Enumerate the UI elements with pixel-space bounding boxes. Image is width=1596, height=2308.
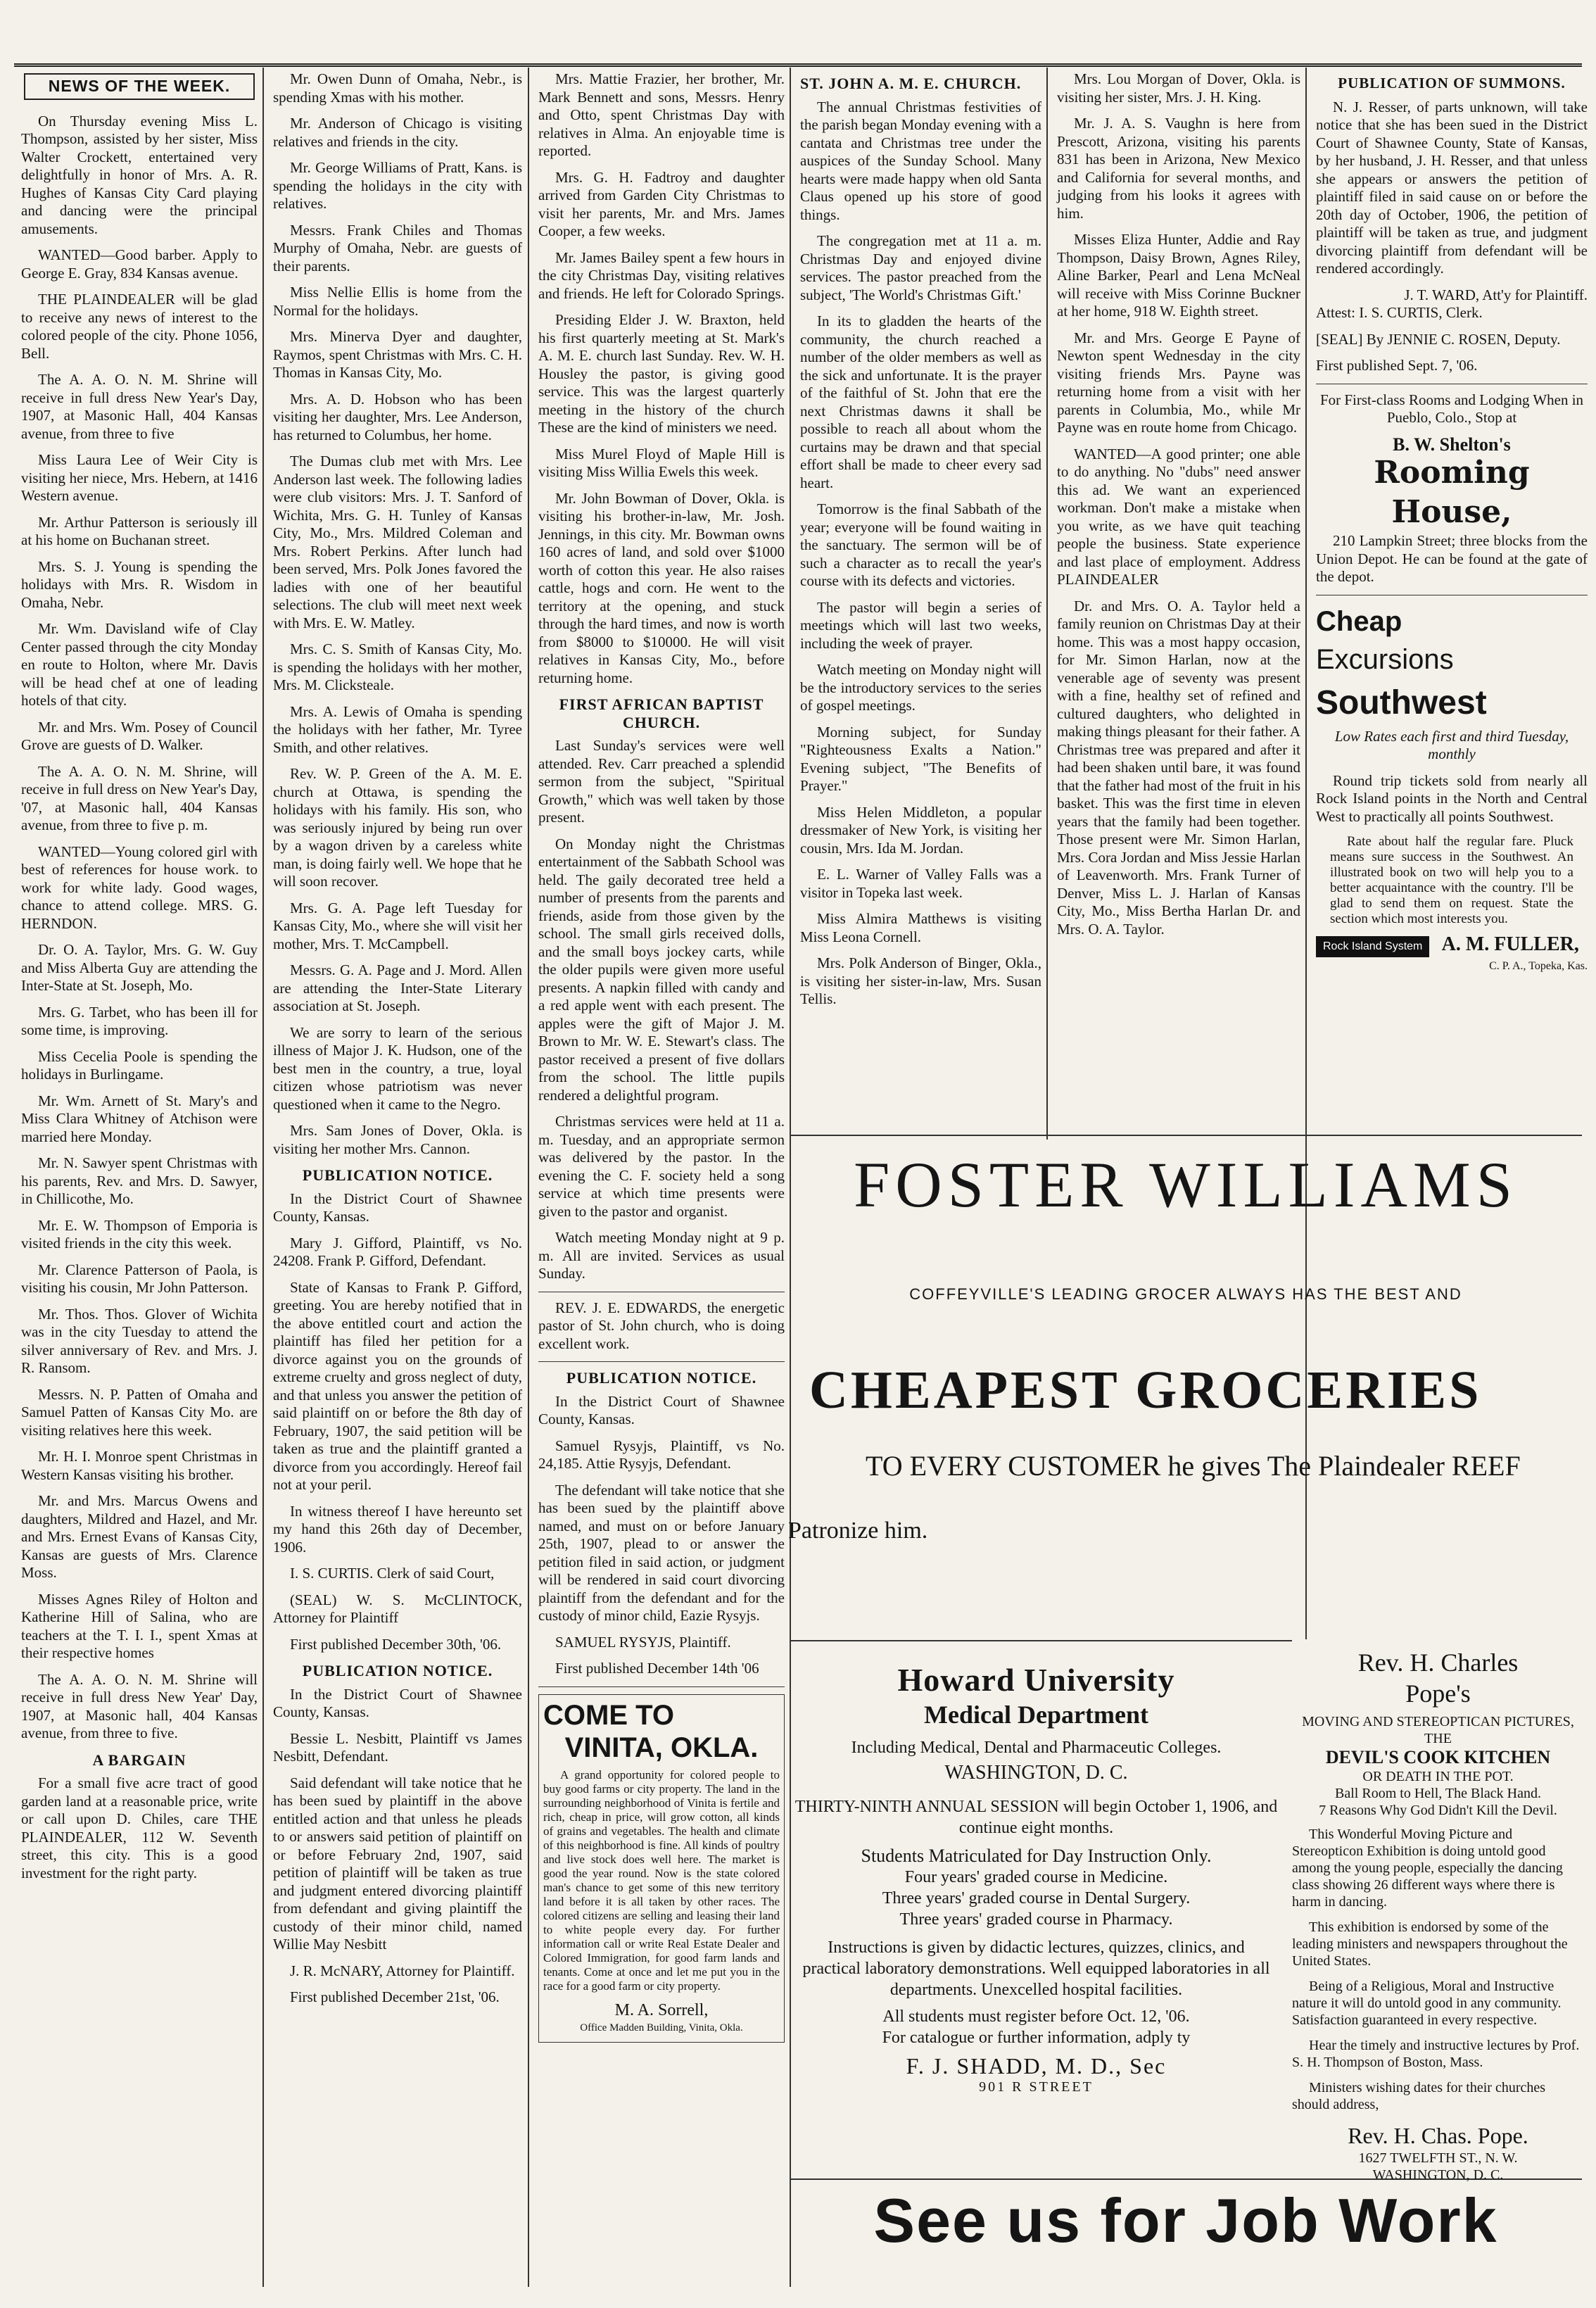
cheap-rates: Low Rates each first and third Tuesday, monthly <box>1334 727 1569 762</box>
news-item: The A. A. O. N. M. Shrine, will receive in full dress on New Year's Day, '07, at Masonic hall, 404 Kansas avenue, from three to five p. m. <box>21 762 258 833</box>
news-item: WANTED—Good barber. Apply to George E. Gray, 834 Kansas avenue. <box>21 246 258 282</box>
howard-course1: Four years' graded course in Medicine. <box>904 1868 1168 1886</box>
notice-line: Samuel Rysyjs, Plaintiff, vs No. 24,185. Attie Rysyjs, Defendant. <box>538 1437 785 1472</box>
divider <box>538 1361 785 1362</box>
howard-course3: Three years' graded course in Pharmacy. <box>899 1910 1173 1929</box>
cheap-line3: Southwest <box>1316 683 1487 721</box>
news-item: WANTED—Young colored girl with best of references for house work. to work for white lady. Good wages, chance to attend college. MRS. G. HERNDON. <box>21 843 258 932</box>
news-item: Mr. H. I. Monroe spent Christmas in Western Kansas visiting his brother. <box>21 1448 258 1483</box>
news-item: Mr. Anderson of Chicago is visiting relatives and friends in the city. <box>273 115 522 150</box>
summons-body: N. J. Resser, of parts unknown, will take notice that she has been sued in the District Court of Shawnee County, State of Kansas, by her husband, J. H. Resser, and that unless she appears or answers the petition of plaintiff filed in said cause on or before the 20th day of October, 1906, the petition of plaintiff will be taken as true, and judgment divorcing plaintiff from defendant will be rendered accordingly. <box>1316 98 1588 277</box>
pope-t1: Rev. H. Charles <box>1357 1648 1519 1677</box>
news-item: Mr. J. A. S. Vaughn is here from Prescott, Arizona, visiting his parents 831 has been in Arizona, New Mexico and California for several months, and judging from his looks it agrees with him. <box>1057 115 1300 222</box>
news-item: Miss Nellie Ellis is home from the Normal for the holidays. <box>273 284 522 319</box>
publication-notice-heading: PUBLICATION NOTICE. <box>302 1166 493 1184</box>
news-item: Mr. Thos. Thos. Glover of Wichita was in the city Tuesday to attend the silver anniversary of Rev. and Mrs. J. R. Ransom. <box>21 1305 258 1376</box>
news-item: Misses Agnes Riley of Holton and Katherine Hill of Salina, who are teachers at the T. I. I., spent Xmas at their respective homes <box>21 1590 258 1661</box>
howard-session: THIRTY-NINTH ANNUAL SESSION will begin October 1, 1906, and continue eight months. <box>794 1798 1278 1837</box>
edwards-note: REV. J. E. EDWARDS, the energetic pastor of St. John church, who is doing excellent work. <box>538 1299 785 1352</box>
news-item: Mr. Wm. Arnett of St. Mary's and Miss Clara Whitney of Atchison were married here Monday. <box>21 1092 258 1145</box>
howard-catalogue: For catalogue or further information, adply ty <box>882 2029 1191 2047</box>
news-item: Mrs. Sam Jones of Dover, Okla. is visiting her mother Mrs. Cannon. <box>273 1122 522 1157</box>
cheap-agent-sub: C. P. A., Topeka, Kas. <box>1489 960 1588 973</box>
pope-t2: Pope's <box>1405 1679 1471 1708</box>
news-item: The Dumas club met with Mrs. Lee Anderson last week. The following ladies were club visitors: Mrs. J. T. Sanford of Wichita, Mrs. G. H. Tunley of Kansas City, Mo., Mrs. Mildred Coleman and Mrs. Robert Perkins. After lunch had been served, Mrs. Polk Jones favored the ladies with one of her beautiful selections. The club will meet next week with Mrs. E. W. Matley. <box>273 453 522 631</box>
notice-line: First published December 14th '06 <box>555 1660 759 1677</box>
vinita-line2: VINITA, OKLA. <box>564 1732 759 1763</box>
news-item: The pastor will begin a series of meetings which will last two weeks, including the week of prayer. <box>800 598 1041 652</box>
howard-city: WASHINGTON, D. C. <box>944 1762 1128 1784</box>
pope-t5: OR DEATH IN THE POT. <box>1362 1769 1514 1784</box>
news-item: Messrs. N. P. Patten of Omaha and Samuel Patten of Kansas City Mo. are visiting relatives here this week. <box>21 1385 258 1439</box>
notice-line: In witness thereof I have hereunto set my hand this 26th day of December, 1906. <box>273 1502 522 1556</box>
cheap-line1: Cheap <box>1316 605 1402 637</box>
foster-patronize: Patronize him. <box>788 1518 928 1544</box>
pope-t15: WASHINGTON, D. C. <box>1372 2167 1504 2183</box>
st-john-heading: ST. JOHN A. M. E. CHURCH. <box>800 75 1022 92</box>
summons-attest: Attest: I. S. CURTIS, Clerk. <box>1316 304 1483 321</box>
column-divider <box>528 68 529 2287</box>
news-item: For a small five acre tract of good garden land at a reasonable price, write or call upon D. Chiles, care THE PLAINDEALER, 112 W. Seventh street, this city. This is a good investment for the right party. <box>21 1774 258 1881</box>
news-item: The A. A. O. N. M. Shrine will receive in full dress New Year' Day, 1907, at Masonic hall, 404 Kansas avenue, from three to five. <box>21 1670 258 1741</box>
notice-line: SAMUEL RYSYJS, Plaintiff. <box>555 1633 731 1651</box>
cheap-agent: A. M. FULLER, <box>1441 933 1579 955</box>
col4-items <box>800 99 1041 1009</box>
publication-notice-heading: PUBLICATION NOTICE. <box>566 1369 757 1387</box>
pope-t4: DEVIL'S COOK KITCHEN <box>1325 1747 1551 1767</box>
news-item: The A. A. O. N. M. Shrine will receive in full dress New Year's Day, 1907, at Masonic Hall, 404 Kansas avenue, from three to five <box>21 371 258 442</box>
notice-line: Bessie L. Nesbitt, Plaintiff vs James Nesbitt, Defendant. <box>273 1729 522 1765</box>
news-item: Morning subject, for Sunday "Righteousness Exalts a Nation." Evening subject, "The Benefits of Prayer." <box>800 723 1041 794</box>
church-item: Christmas services were held at 11 a. m. Tuesday, and an appropriate sermon was delivered by the pastor. In the evening the C. F. society held a song service at which time presents were given to the pastor and organist. <box>538 1113 785 1220</box>
news-item: Mr. and Mrs. George E Payne of Newton spent Wednesday in the city visiting friends Mrs. Payne was returning home from a visit with her parents in Columbia, Mo., while Mr Payne was en route home from Chicago. <box>1057 329 1300 436</box>
news-item: The congregation met at 11 a. m. Christmas Day and enjoyed divine services. The pastor preached from the subject, 'The World's Christmas Gift.' <box>800 232 1041 303</box>
col2-items <box>273 70 522 1158</box>
notice-line: Mary J. Gifford, Plaintiff, vs No. 24208. Frank P. Gifford, Defendant. <box>273 1234 522 1269</box>
baptist-church-items <box>538 737 785 1283</box>
cheap-line2: Excursions <box>1316 643 1454 675</box>
news-item: We are sorry to learn of the serious illness of Major J. K. Hudson, one of the best men in the country, a true, loyal citizen whose patriotism was never questioned when it came to the Negro. <box>273 1023 522 1113</box>
news-item: Mr. E. W. Thompson of Emporia is visited friends in the city this week. <box>21 1216 258 1251</box>
news-item: Mr. Owen Dunn of Omaha, Nebr., is spending Xmas with his mother. <box>273 70 522 106</box>
column-two <box>267 70 528 2287</box>
church-item: Watch meeting Monday night at 9 p. m. All are invited. Services as usual Sunday. <box>538 1229 785 1282</box>
howard-secretary: F. J. SHADD, M. D., Sec <box>906 2053 1167 2079</box>
news-item: Mr. John Bowman of Dover, Okla. is visiting his brother-in-law, Mr. Josh. Jennings, in this city. Mr. Bowman owns 160 acres of land, and sold over $1000 worth of cotton this year. He also raises cattle, hogs and corn. He went to the territory at the opening, and stuck through the hard times, and now is worth from $8000 to $10000. He will visit relatives in Kansas City, Mo., before returning home. <box>538 489 785 686</box>
notice-line: The defendant will take notice that she has been sued by the plaintiff above named, and must on or before January 25th, 1907, plead to or answer the petition filed in said action, or judgment will be rendered in said court divorcing plaintiff from the defendant and for the custody of minor child, Eazie Rysyjs. <box>538 1481 785 1624</box>
news-item: Rev. W. P. Green of the A. M. E. church at Ottawa, is spending the holidays with his family. His son, who was seriously injured by being run over by a wagon driven by a careless white man, is doing fairly well. We hope that he will soon recover. <box>273 765 522 890</box>
howard-dept: Medical Department <box>924 1701 1148 1729</box>
news-item: Mrs. Lou Morgan of Dover, Okla. is visiting her sister, Mrs. J. H. King. <box>1057 70 1300 106</box>
foster-every: TO EVERY CUSTOMER he gives The Plaindealer REEF <box>866 1450 1521 1482</box>
news-item: Miss Cecelia Poole is spending the holidays in Burlingame. <box>21 1047 258 1083</box>
notice-line: First published December 30th, '06. <box>290 1635 502 1653</box>
howard-register: All students must register before Oct. 12, '06. <box>882 2007 1190 2026</box>
news-item: Mrs. G. A. Page left Tuesday for Kansas City, Mo., where she will visit her mother, Mrs. T. McCampbell. <box>273 899 522 952</box>
rock-island-logo: Rock Island System <box>1316 936 1429 957</box>
summons-sig: J. T. WARD, Att'y for Plaintiff. <box>1404 286 1588 303</box>
cheap-excursions-ad <box>1316 603 1588 976</box>
summons-published: First published Sept. 7, '06. <box>1316 357 1478 374</box>
news-item: Mrs. G. Tarbet, who has been ill for some time, is improving. <box>21 1003 258 1038</box>
news-item: Mrs. Minerva Dyer and daughter, Raymos, spent Christmas with Mrs. C. H. Thomas in Kansas City, Mo. <box>273 328 522 381</box>
pope-t8: This Wonderful Moving Picture and Stereopticon Exhibition is doing untold good among the young people, especially the dancing class showing 26 different ways where there is harm in dancing. <box>1292 1827 1563 1910</box>
news-item: Presiding Elder J. W. Braxton, held his first quarterly meeting at St. Mark's A. M. E. church last Sunday. Rev. W. H. Housley the pastor, is giving good service. This was the largest quarterly meeting in the history of the church These are the kind of ministers we need. <box>538 311 785 436</box>
job-work-banner: See us for Job Work <box>873 2186 1498 2255</box>
notice-line: State of Kansas to Frank P. Gifford, greeting. You are hereby notified that in the above entitled court and action the plaintiff has filed her petition for a divorce against you on the grounds of extreme cruelty and gross neglect of duty, and that unless you answer the petition of said plaintiff on or before the 8th day of February, 1907, the said petition will be taken as true and the plaintiff granted a divorce from you accordingly. Hereof fail not at your peril. <box>273 1278 522 1493</box>
col5-items <box>1057 70 1300 938</box>
rooms-intro: For First-class Rooms and Lodging When in Pueblo, Colo., Stop at <box>1319 391 1584 426</box>
notice-line: First published December 21st, '06. <box>290 1988 500 2005</box>
col3-items <box>538 70 785 687</box>
notice-line: (SEAL) W. S. McCLINTOCK, Attorney for Plaintiff <box>273 1591 522 1626</box>
howard-including: Including Medical, Dental and Pharmaceutic Colleges. <box>851 1739 1222 1757</box>
news-item: Miss Helen Middleton, a popular dressmaker of New York, is visiting her cousin, Mrs. Ida M. Jordan. <box>800 803 1041 857</box>
notice-line: I. S. CURTIS. Clerk of said Court, <box>290 1565 495 1582</box>
news-item: Messrs. Frank Chiles and Thomas Murphy of Omaha, Nebr. are guests of their parents. <box>273 221 522 275</box>
news-item: E. L. Warner of Valley Falls was a visitor in Topeka last week. <box>800 866 1041 901</box>
news-item: Mrs. A. D. Hobson who has been visiting her daughter, Mrs. Lee Anderson, has returned to Columbus, her home. <box>273 390 522 443</box>
howard-instruction: Instructions is given by didactic lectures, quizzes, clinics, and practical laboratory demonstrations. Well equipped laboratories in all departments. Unexcelled hospital facilities. <box>802 1938 1270 1999</box>
news-item: Miss Murel Floyd of Maple Hill is visiting Miss Willia Ewels this week. <box>538 445 785 480</box>
publication-notice-gifford <box>273 1190 522 1654</box>
notice-line: J. R. McNARY, Attorney for Plaintiff. <box>290 1962 515 1979</box>
news-item: Messrs. G. A. Page and J. Mord. Allen are attending the Inter-State Literary association at St. Joseph. <box>273 961 522 1014</box>
col1-items <box>21 113 258 1883</box>
column-three <box>533 70 790 2287</box>
news-item: Mrs. Polk Anderson of Binger, Okla., is visiting her sister-in-law, Mrs. Susan Tellis. <box>800 954 1041 1007</box>
cheap-body2: Rate about half the regular fare. Pluck means sure success in the Southwest. An illustrated book on two will help you to a better acquaintance with the country. I'll be glad to send them on request. State the section which most interests you. <box>1330 834 1573 926</box>
pope-t10: Being of a Religious, Moral and Instructive nature it will do untold good in any community. Satisfaction guaranteed in every respective. <box>1292 1979 1562 2028</box>
foster-cheapest: CHEAPEST GROCERIES <box>809 1361 1482 1420</box>
news-item: Mr. James Bailey spent a few hours in the city Christmas Day, visiting relatives and friends. He left for Colorado Springs. <box>538 248 785 302</box>
rooms-name: B. W. Shelton's <box>1393 434 1511 455</box>
howard-street: 901 R STREET <box>979 2079 1094 2095</box>
rooms-address: 210 Lampkin Street; three blocks from the Union Depot. He can be found at the gate of the depot. <box>1316 532 1588 585</box>
news-item: Mrs. Mattie Frazier, her brother, Mr. Mark Bennett and sons, Messrs. Henry and Otto, spent Christmas Day with relatives in Alma. An enjoyable time is reported. <box>538 70 785 159</box>
summons-seal: [SEAL] By JENNIE C. ROSEN, Deputy. <box>1316 330 1561 348</box>
news-item: WANTED—A good printer; one able to do anything. No "dubs" need answer this ad. We want an experienced workman. Don't make a mistake when you write, as we have quit teaching people the business. State experience and last place of employment. Address PLAINDEALER <box>1057 445 1300 588</box>
howard-course2: Three years' graded course in Dental Surgery. <box>882 1889 1191 1907</box>
baptist-church-heading: FIRST AFRICAN BAPTIST CHURCH. <box>559 695 764 731</box>
foster-sub: COFFEYVILLE'S LEADING GROCER ALWAYS HAS THE BEST AND <box>909 1285 1462 1303</box>
notice-line: In the District Court of Shawnee County, Kansas. <box>273 1190 522 1225</box>
vinita-line1: COME TO <box>543 1699 674 1731</box>
howard-university-ad <box>788 1647 1284 2182</box>
publication-notice-rysyjs <box>538 1393 785 1678</box>
column-five <box>1051 70 1306 1129</box>
church-item: Last Sunday's services were well attended. Rev. Carr preached a splendid sermon from the subject, "Spiritual Growth," which was well taken by those present. <box>538 737 785 826</box>
news-item: Mr. Wm. Davisland wife of Clay Center passed through the city Monday en route to Holton, where Mr. Davis will be head chef at one of leading hotels of that city. <box>21 620 258 709</box>
news-item: The annual Christmas festivities of the parish began Monday evening with a cantata and Christmas tree under the auspices of the Sunday School. Many hearts were made happy when old Santa Claus opened up his store of good things. <box>800 98 1041 223</box>
howard-matric: Students Matriculated for Day Instruction Only. <box>861 1846 1212 1866</box>
vinita-body: A grand opportunity for colored people to buy good farms or city property. The land in the surrounding neighborhood of Vinita is fertile and rich, cheap in price, will grow cotton, all kinds of grains and vegetables. The health and climate of this neighborhood is fine. All kinds of poultry and live stock does well here. The market is good the year round. Now is the state colored man's chance to get some of this new territory land before it is all taken by other races. The colored citizens are selling and leasing their land to white people every day. For further information call or write Real Estate Dealer and Colored Immigration, for good farm lands and tenants. Come at once and let me put you in the race for a good farm or city property. <box>543 1767 780 1993</box>
pope-t6: Ball Room to Hell, The Black Hand. <box>1335 1786 1541 1801</box>
news-item: Mrs. C. S. Smith of Kansas City, Mo. is spending the holidays with her mother, Mrs. M. Clicksteale. <box>273 641 522 693</box>
news-item: Mrs. S. J. Young is spending the holidays with Mrs. R. Wisdom in Omaha, Nebr. <box>21 557 258 611</box>
howard-title: Howard University <box>897 1662 1175 1698</box>
publication-notice-heading: PUBLICATION NOTICE. <box>302 1662 493 1679</box>
pope-t11: Hear the timely and instructive lectures by Prof. S. H. Thompson of Boston, Mass. <box>1292 2038 1580 2070</box>
top-rule <box>14 63 1582 67</box>
news-item: Misses Eliza Hunter, Addie and Ray Thompson, Daisy Brown, Agnes Riley, Aline Barker, Pearl and Lena McNeal will receive with Miss Corinne Buckner at her home, 918 W. Eighth street. <box>1057 231 1300 320</box>
news-item: Watch meeting on Monday night will be the introductory services to the series of gospel meetings. <box>800 661 1041 714</box>
cheap-body: Round trip tickets sold from nearly all Rock Island points in the North and Central West to practically all points Southwest. <box>1316 771 1588 825</box>
news-item: Mr. Clarence Patterson of Paola, is visiting his cousin, Mr John Patterson. <box>21 1261 258 1296</box>
vinita-office: Office Madden Building, Vinita, Okla. <box>580 2022 743 2033</box>
notice-line: In the District Court of Shawnee County, Kansas. <box>273 1685 522 1720</box>
rooms-house: Rooming House, <box>1374 455 1530 530</box>
divider <box>538 1686 785 1687</box>
news-item: Mrs. G. H. Fadtroy and daughter arrived from Garden City Christmas to visit her parents, Mr. and Mrs. James Cooper, a few weeks. <box>538 168 785 239</box>
pope-t13: Rev. H. Chas. Pope. <box>1348 2123 1528 2148</box>
news-item: Mr. and Mrs. Marcus Owens and daughters, Mildred and Hazel, and Mr. and Mrs. Ernest Evans of Kansas City, Kansas are guests of Mrs. Clarence Moss. <box>21 1492 258 1581</box>
news-item: Dr. O. A. Taylor, Mrs. G. W. Guy and Miss Alberta Guy are attending the Inter-State at St. Joseph, Mo. <box>21 941 258 994</box>
news-item: Mr. George Williams of Pratt, Kans. is spending the holidays in the city with relatives. <box>273 159 522 212</box>
foster-name: FOSTER WILLIAMS <box>854 1149 1518 1221</box>
column-four <box>794 70 1047 1129</box>
notice-line: Said defendant will take notice that he has been sued by plaintiff in the above entitled action and that unless he pleads to or answers said petition of plaintiff on or before February 2nd, 1907, said petition of plaintiff will be taken as true and judgment entered divorcing plaintiff from defendant and giving plaintiff the custody of their minor child, named Willie May Nesbitt <box>273 1774 522 1953</box>
news-item: Mr. Arthur Patterson is seriously ill at his home on Buchanan street. <box>21 513 258 548</box>
pope-t14: 1627 TWELFTH ST., N. W. <box>1358 2150 1518 2166</box>
news-item: In its to gladden the hearts of the community, the church reached a number of the older members as well as the sick and unfortunate. It is the prayer of the faithful of St. John that ere the next Christmas dawns it shall be possible to reach all about whom the curtains may be drawn and that special effort shall be made to cheer every sad heart. <box>800 313 1041 491</box>
news-item: Miss Laura Lee of Weir City is visiting her niece, Mrs. Hebern, at 1416 Western avenue. <box>21 451 258 504</box>
news-item: On Thursday evening Miss L. Thompson, assisted by her sister, Miss Walter Crockett, entertained very delightfully in honor of Mrs. A. R. Hughes of Kansas City Card playing and dancing were the principal amusements. <box>21 112 258 237</box>
summons-heading: PUBLICATION OF SUMMONS. <box>1338 75 1566 92</box>
news-item: A BARGAIN <box>92 1751 186 1769</box>
news-item: Miss Almira Matthews is visiting Miss Leona Cornell. <box>800 910 1041 945</box>
publication-notice-nesbitt <box>273 1686 522 2007</box>
vinita-ad <box>538 1694 785 2043</box>
pope-t9: This exhibition is endorsed by some of the leading ministers and newspapers throughout the United States. <box>1292 1919 1568 1969</box>
pope-t12: Ministers wishing dates for their churches should address, <box>1292 2080 1546 2112</box>
news-item: THE PLAINDEALER will be glad to receive any news of interest to the colored people of the city. Phone 1056, Bell. <box>21 291 258 362</box>
news-item: Mrs. A. Lewis of Omaha is spending the holidays with her father, Mr. Tyree Smith, and other relatives. <box>273 702 522 756</box>
column-news-of-the-week <box>15 70 263 2287</box>
pope-t3: MOVING AND STEREOPTICAN PICTURES, THE <box>1302 1714 1574 1746</box>
rooming-house-ad <box>1316 391 1588 586</box>
news-item: Mr. and Mrs. Wm. Posey of Council Grove are guests of D. Walker. <box>21 718 258 753</box>
notice-line: In the District Court of Shawnee County, Kansas. <box>538 1392 785 1427</box>
news-item: Tomorrow is the final Sabbath of the year; everyone will be found waiting in the sanctuary. The sermon will be of such a character as to recall the year's course with its defects and victories. <box>800 500 1041 589</box>
news-of-the-week-heading: NEWS OF THE WEEK. <box>24 73 255 100</box>
news-item: Dr. and Mrs. O. A. Taylor held a family reunion on Christmas Day at their home. This was a most happy occasion, for Mr. Simon Harlan, now at the venerable age of seventy was present with a fine, healthy set of refined and cultured daughters, who delighted in making things pleasant for their father. A Christmas tree was prepared and after it had been shaken until bare, it was found that the father had most of the fruit in his basket. This was the first time in eleven years that the family had been together. Those present were Mr. Simon Harlan, Mrs. Cora Jordan and Miss Jessie Harlan of Leavenworth. Mrs. Frank Turner of Denver, Miss L. J. Harlan of Kansas City, Mo., Miss Bertha Harlan Dr. and Mrs. O. A. Taylor. <box>1057 597 1300 938</box>
news-item: Mr. N. Sawyer spent Christmas with his parents, Rev. and Mrs. D. Sawyer, in Chillicothe, Mo. <box>21 1154 258 1207</box>
pope-t7: 7 Reasons Why God Didn't Kill the Devil. <box>1319 1803 1557 1818</box>
vinita-signer: M. A. Sorrell, <box>614 2000 709 2019</box>
church-item: On Monday night the Christmas entertainment of the Sabbath School was held. The gaily decorated tree held a number of presents from the parents and friends, aside from those given by the school. The small girls received dolls, and the small boys jockey carts, while the older pupils were given more useful presents. A napkin filled with candy and a red apple went with each present. The apples were the gift of Major J. M. Brown to Mr. W. E. Stewart's class. The pastor received a present of five dollars from the school. The little pupils rendered a delightful program. <box>538 835 785 1104</box>
